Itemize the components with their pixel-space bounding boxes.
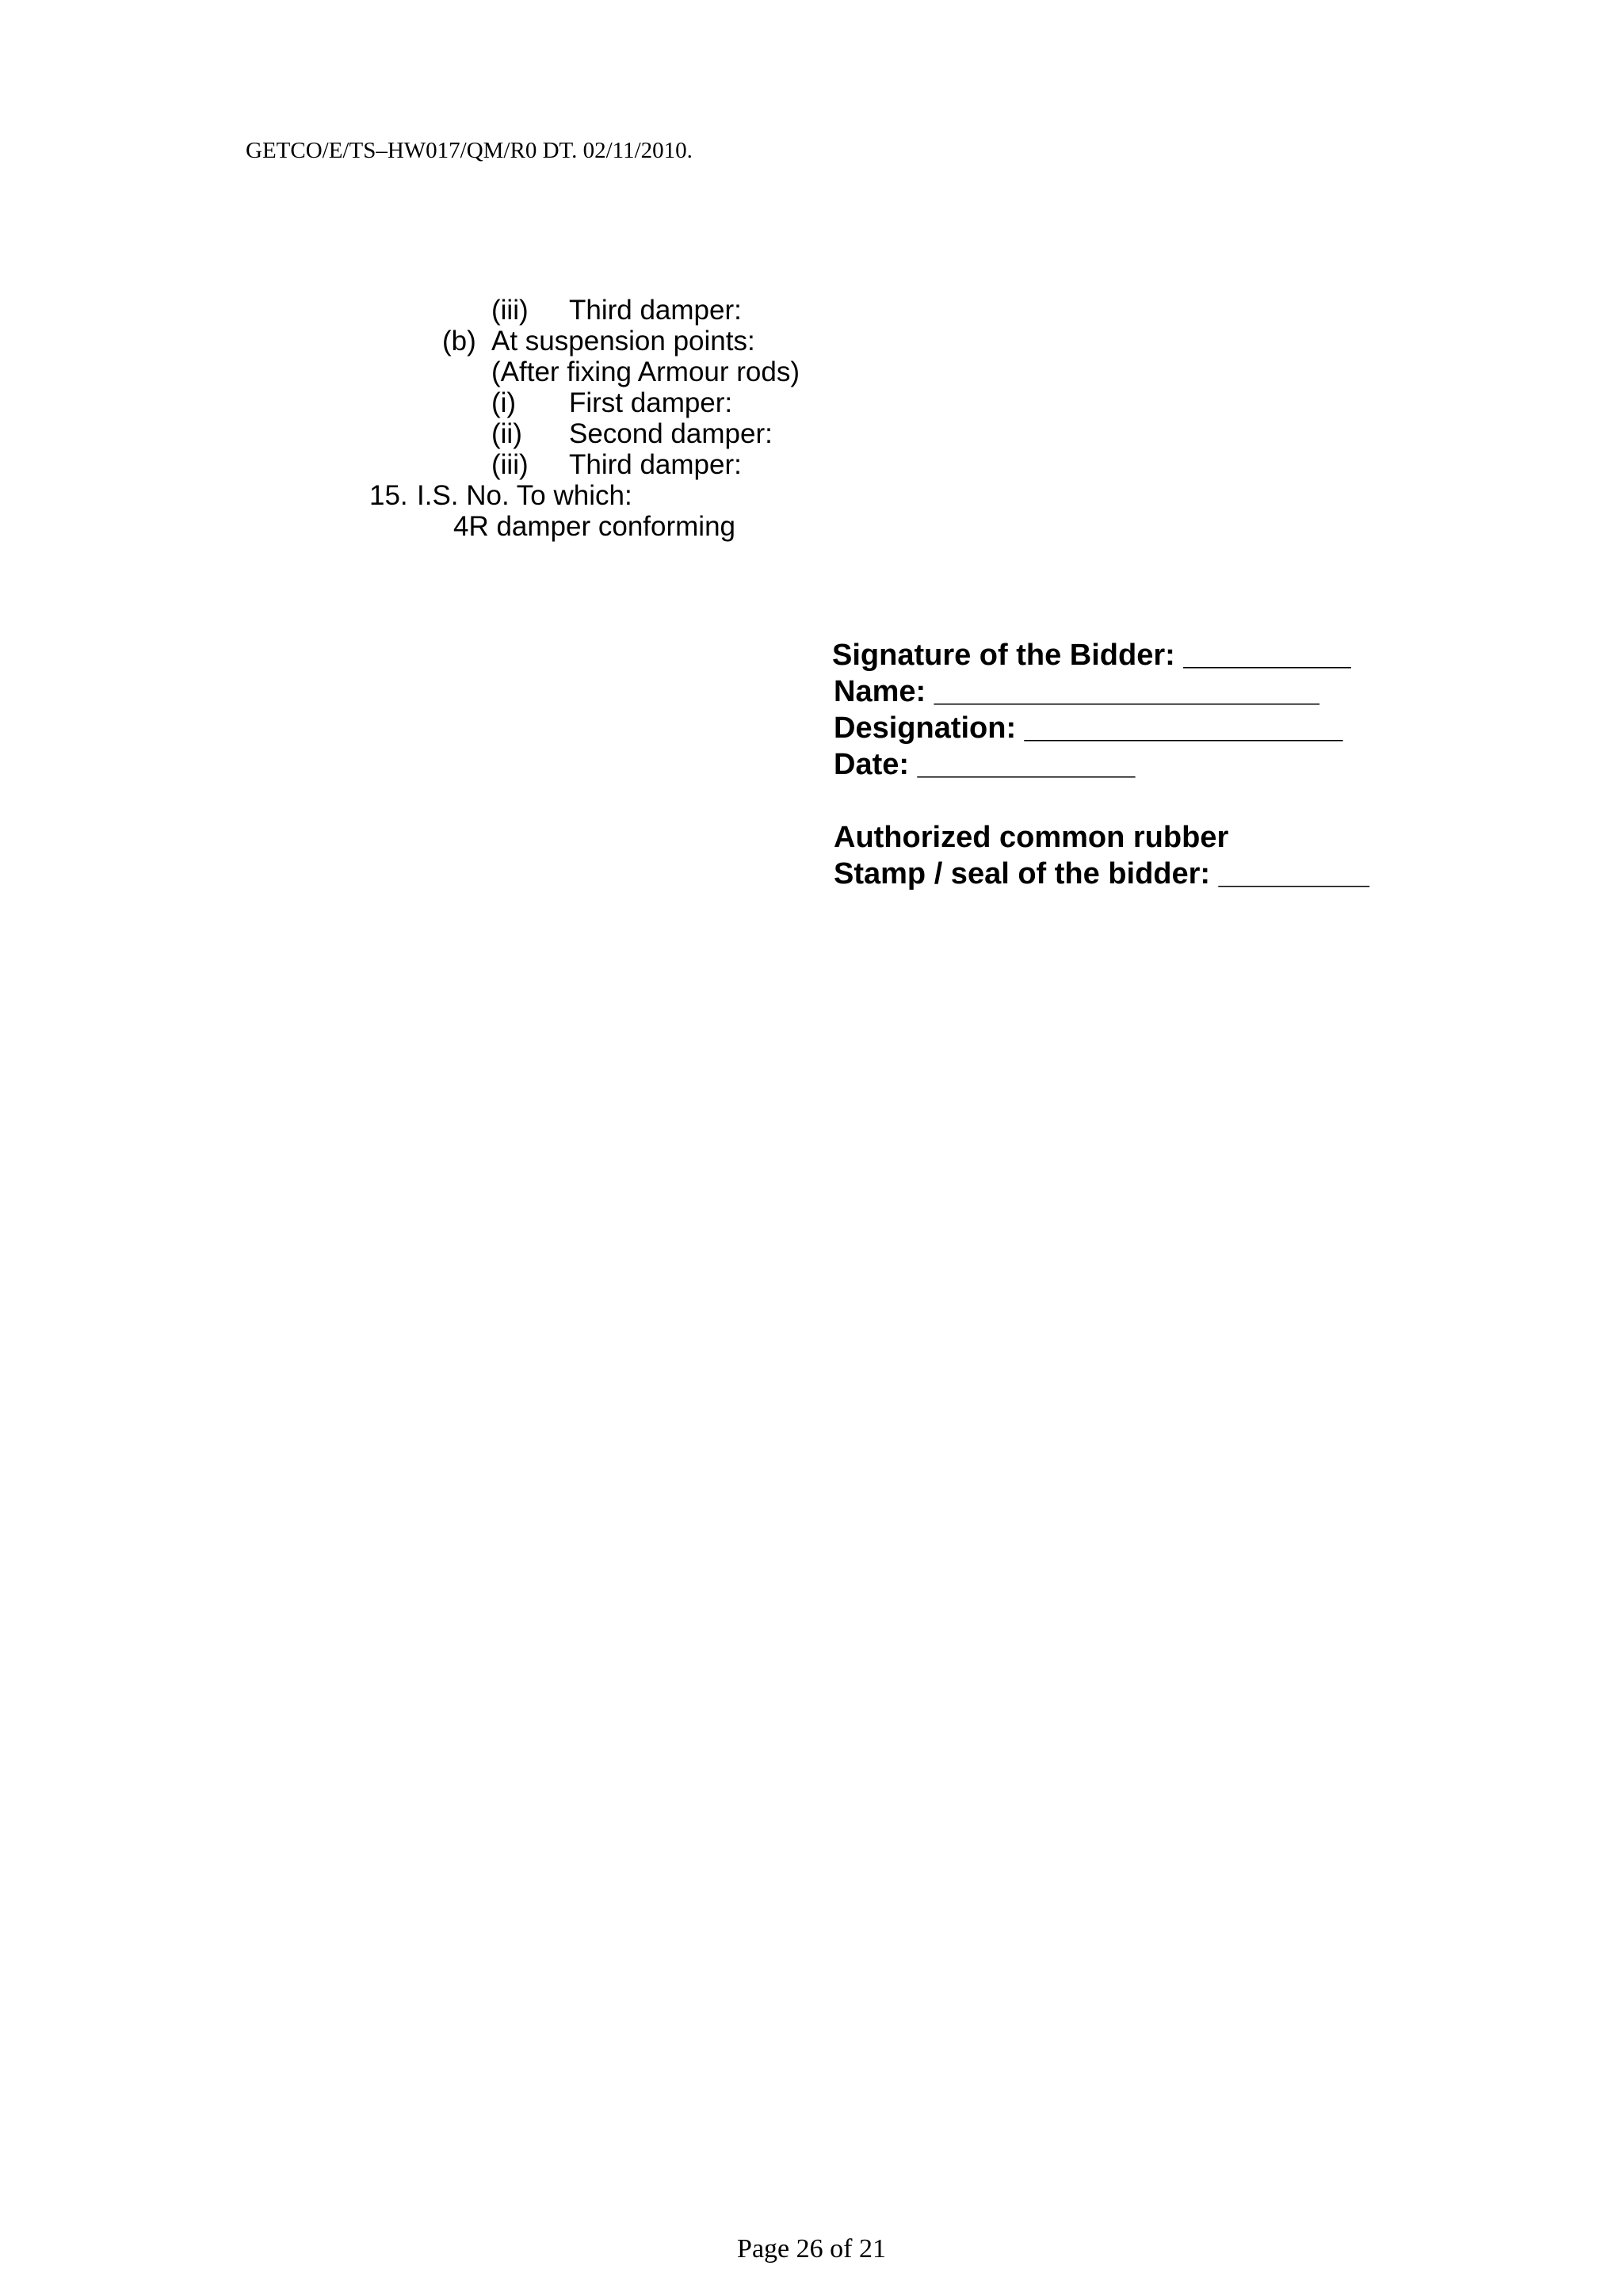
bidder-name-line: Name: _______________________ xyxy=(834,675,1319,708)
item-15-number: 15. xyxy=(369,480,408,511)
stamp-caption-line-1: Authorized common rubber xyxy=(834,821,1229,854)
item-15-text-continued: 4R damper conforming xyxy=(453,511,735,542)
bidder-signature-line: Signature of the Bidder: __________ xyxy=(832,639,1351,672)
item-b-i-number: (i) xyxy=(491,387,517,418)
item-a-iii-text: Third damper: xyxy=(569,295,742,326)
item-b-ii-text: Second damper: xyxy=(569,418,773,449)
item-b-iii-number: (iii) xyxy=(491,449,529,480)
item-b-iii-text: Third damper: xyxy=(569,449,742,480)
item-b-i-text: First damper: xyxy=(569,387,733,418)
item-b-number: (b) xyxy=(442,326,476,357)
document-reference-header: GETCO/E/TS–HW017/QM/R0 DT. 02/11/2010. xyxy=(246,138,693,163)
item-b-note: (After fixing Armour rods) xyxy=(491,357,800,387)
stamp-caption-line-2: Stamp / seal of the bidder: _________ xyxy=(834,857,1369,891)
page-number-footer: Page 26 of 21 xyxy=(737,2234,886,2264)
item-b-ii-number: (ii) xyxy=(491,418,522,449)
item-15-text: I.S. No. To which: xyxy=(417,480,632,511)
item-b-text: At suspension points: xyxy=(491,326,755,357)
bidder-date-line: Date: _____________ xyxy=(834,748,1136,781)
bidder-designation-line: Designation: ___________________ xyxy=(834,711,1343,745)
item-a-iii-number: (iii) xyxy=(491,295,529,326)
